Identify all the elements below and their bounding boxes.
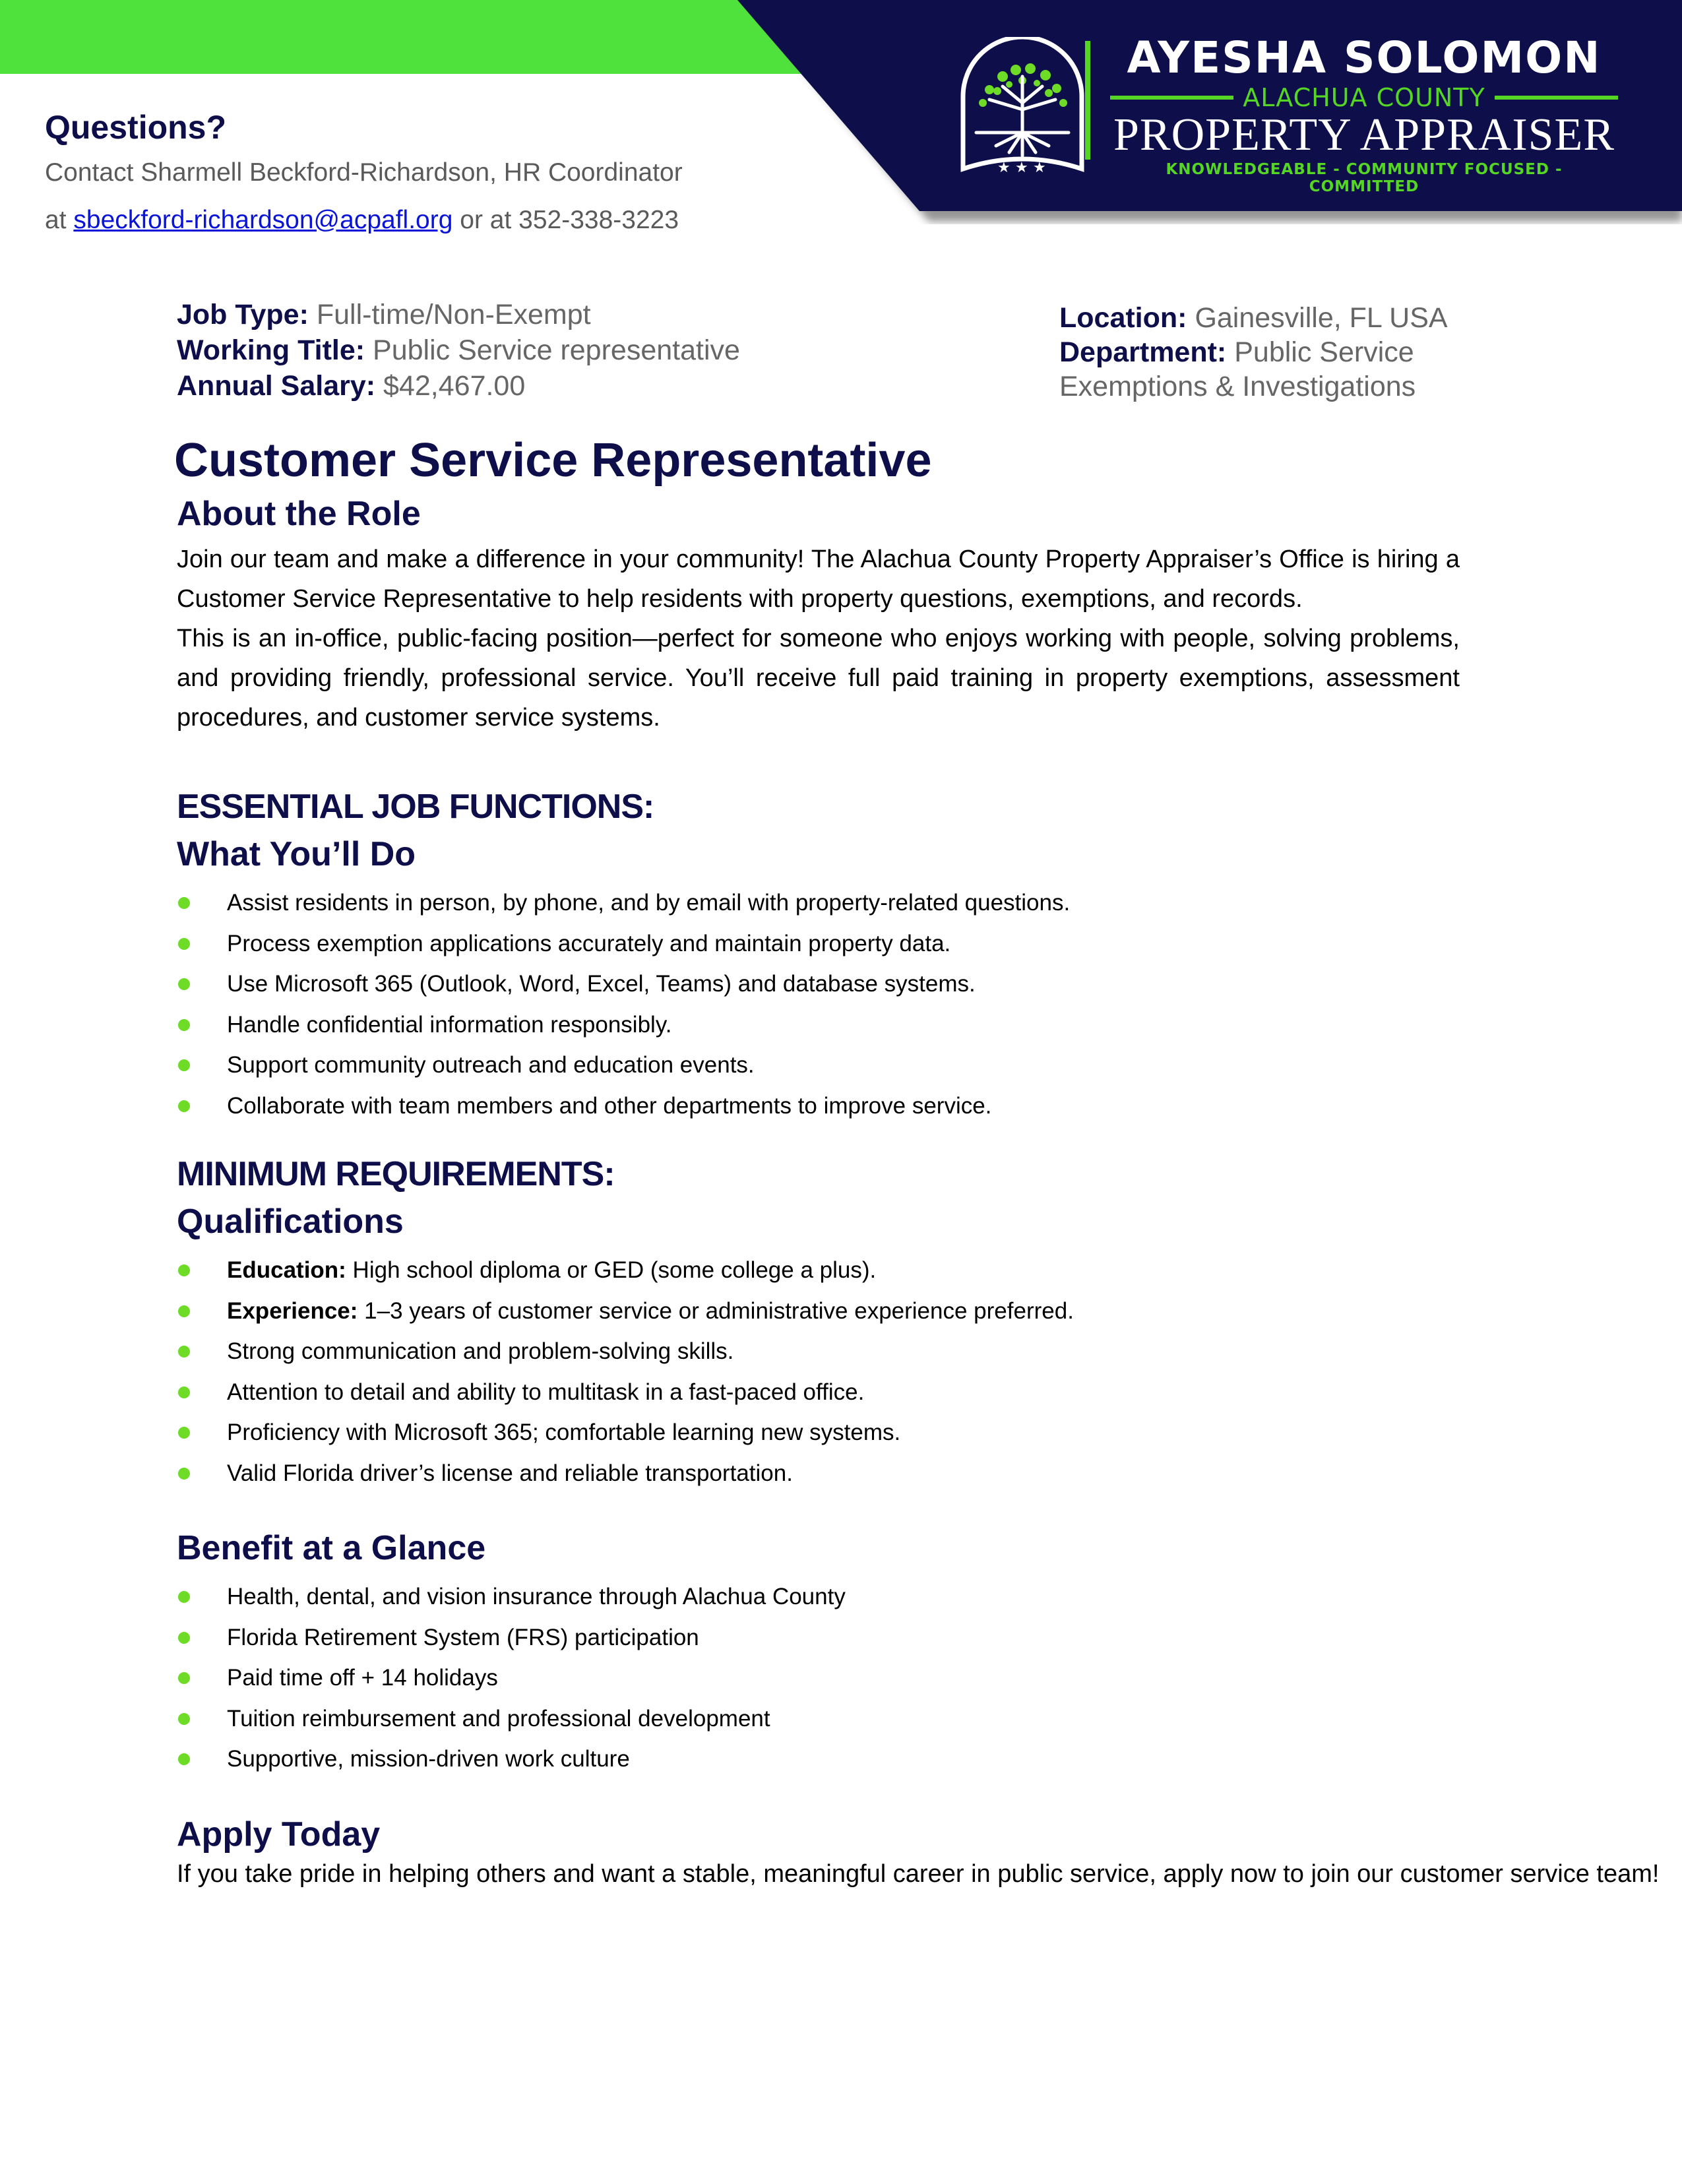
functions-heading: ESSENTIAL JOB FUNCTIONS: [177, 788, 654, 826]
list-item-text: Strong communication and problem-solving skills. [227, 1338, 734, 1364]
list-item-text: Handle confidential information responsibly. [227, 1011, 672, 1038]
svg-text:★: ★ [997, 160, 1011, 175]
job-meta-left [177, 297, 740, 404]
bullet-icon [178, 1632, 190, 1644]
list-item [177, 1005, 1460, 1045]
contact-phone-prefix: or at [460, 206, 512, 234]
contact-details [45, 197, 683, 244]
list-item [177, 1250, 1460, 1291]
list-item [177, 1291, 1460, 1332]
list-item-text: Use Microsoft 365 (Outlook, Word, Excel, Teams) and database systems. [227, 971, 976, 997]
contact-email-link[interactable]: sbeckford-richardson@acpafl.org [73, 206, 453, 234]
list-item-text: Valid Florida driver’s license and reliable transportation. [227, 1460, 793, 1486]
bullet-icon [178, 1346, 190, 1357]
list-item [177, 1453, 1460, 1494]
location-value: Gainesville, FL USA [1195, 302, 1448, 334]
location-row [1059, 301, 1481, 335]
bullet-icon [178, 1591, 190, 1603]
job-meta-right [1059, 301, 1481, 404]
bullet-icon [178, 1713, 190, 1725]
functions-list [177, 883, 1460, 1126]
job-type-label: Job Type: [177, 299, 309, 330]
list-item [177, 1699, 1460, 1739]
apply-heading: Apply Today [177, 1815, 381, 1854]
tree-arch-logo-icon [950, 37, 1095, 175]
list-item [177, 1739, 1460, 1780]
list-item [177, 1576, 1460, 1617]
bullet-icon [178, 1059, 190, 1071]
bullet-icon [178, 1100, 190, 1112]
bullet-icon [178, 1468, 190, 1480]
bullet-icon [178, 1305, 190, 1317]
bullet-icon [178, 938, 190, 950]
list-item-text: High school diploma or GED (some college a plus). [346, 1257, 877, 1283]
bullet-icon [178, 1264, 190, 1276]
list-item-text: Florida Retirement System (FRS) participation [227, 1624, 699, 1650]
list-item [177, 1372, 1460, 1413]
contact-at: at [45, 206, 67, 234]
benefits-heading: Benefit at a Glance [177, 1529, 486, 1567]
contact-phone: 352-338-3223 [518, 206, 679, 234]
job-type-row [177, 297, 740, 332]
brand-rule-right [1495, 96, 1618, 100]
job-title: Customer Service Representative [174, 434, 932, 487]
list-item [177, 1412, 1460, 1453]
location-label: Location: [1059, 302, 1187, 334]
list-item-text: 1–3 years of customer service or administrative experience preferred. [358, 1297, 1074, 1324]
benefits-list [177, 1576, 1460, 1780]
department-row [1059, 335, 1481, 369]
list-item-text: Process exemption applications accurately and maintain property data. [227, 930, 951, 956]
list-item [177, 923, 1460, 964]
brand-name: AYESHA SOLOMON [1127, 32, 1602, 83]
bullet-icon [178, 897, 190, 909]
salary-row [177, 368, 740, 404]
about-heading: About the Role [177, 495, 421, 533]
brand-rule-left [1110, 96, 1233, 100]
requirements-heading: MINIMUM REQUIREMENTS: [177, 1155, 615, 1193]
brand-county: ALACHUA COUNTY [1243, 83, 1485, 112]
list-item-label: Education: [227, 1257, 346, 1283]
questions-heading: Questions? [45, 109, 227, 146]
list-item-text: Supportive, mission-driven work culture [227, 1746, 630, 1772]
contact-person: Contact Sharmell Beckford-Richardson, HR Coordinator [45, 158, 683, 187]
about-paragraph-2: This is an in-office, public-facing position—perfect for someone who enjoys working with people, solving problems, and providing friendly, professional service. You’ll receive full paid training in property exemptions, assessment procedures, and customer service systems. [177, 625, 1460, 732]
list-item [177, 1045, 1460, 1086]
bullet-icon [178, 1672, 190, 1684]
brand-tagline: KNOWLEDGEABLE - COMMUNITY FOCUSED - COMMITTED [1166, 161, 1563, 195]
department-value-line2: Exemptions & Investigations [1059, 371, 1416, 402]
working-title-value: Public Service representative [373, 334, 740, 366]
svg-text:★: ★ [1033, 160, 1046, 175]
contact-block [45, 106, 683, 244]
salary-label: Annual Salary: [177, 370, 376, 402]
bullet-icon [178, 1387, 190, 1398]
working-title-label: Working Title: [177, 334, 365, 366]
job-type-value: Full-time/Non-Exempt [316, 299, 591, 330]
apply-text: If you take pride in helping others and want a stable, meaningful career in public service, apply now to join our customer service team! [177, 1859, 1660, 1888]
department-value-line1: Public Service [1234, 336, 1414, 368]
svg-text:★: ★ [1015, 160, 1028, 175]
list-item [177, 1658, 1460, 1699]
list-item-label: Experience: [227, 1297, 358, 1324]
brand-office: PROPERTY APPRAISER [1113, 109, 1615, 160]
list-item [177, 1331, 1460, 1372]
working-title-row [177, 332, 740, 368]
functions-subheading: What You’ll Do [177, 835, 416, 873]
bullet-icon [178, 978, 190, 990]
list-item [177, 1086, 1460, 1127]
brand-block [1110, 34, 1618, 195]
requirements-list [177, 1250, 1460, 1493]
list-item-text: Collaborate with team members and other departments to improve service. [227, 1092, 992, 1119]
list-item-text: Tuition reimbursement and professional development [227, 1705, 770, 1732]
list-item-text: Assist residents in person, by phone, and by email with property-related questions. [227, 890, 1071, 916]
requirements-subheading: Qualifications [177, 1202, 404, 1241]
bullet-icon [178, 1019, 190, 1031]
brand-county-row [1110, 84, 1618, 111]
about-paragraph-1: Join our team and make a difference in your community! The Alachua County Property Appraiser’s Office is hiring a Customer Service Representative to help residents with property questions, exemptions, and records. [177, 546, 1460, 613]
list-item-text: Support community outreach and education events. [227, 1052, 755, 1078]
logo-divider [1085, 41, 1090, 160]
list-item [177, 964, 1460, 1005]
list-item-text: Attention to detail and ability to multitask in a fast-paced office. [227, 1379, 865, 1405]
list-item-text: Paid time off + 14 holidays [227, 1665, 498, 1691]
list-item [177, 883, 1460, 923]
bullet-icon [178, 1427, 190, 1439]
list-item-text: Proficiency with Microsoft 365; comfortable learning new systems. [227, 1420, 901, 1445]
bullet-icon [178, 1753, 190, 1765]
list-item [177, 1617, 1460, 1658]
job-posting-content [174, 429, 1660, 1892]
department-label: Department: [1059, 336, 1227, 368]
list-item-text: Health, dental, and vision insurance through Alachua County [227, 1584, 846, 1609]
salary-value: $42,467.00 [383, 370, 526, 402]
